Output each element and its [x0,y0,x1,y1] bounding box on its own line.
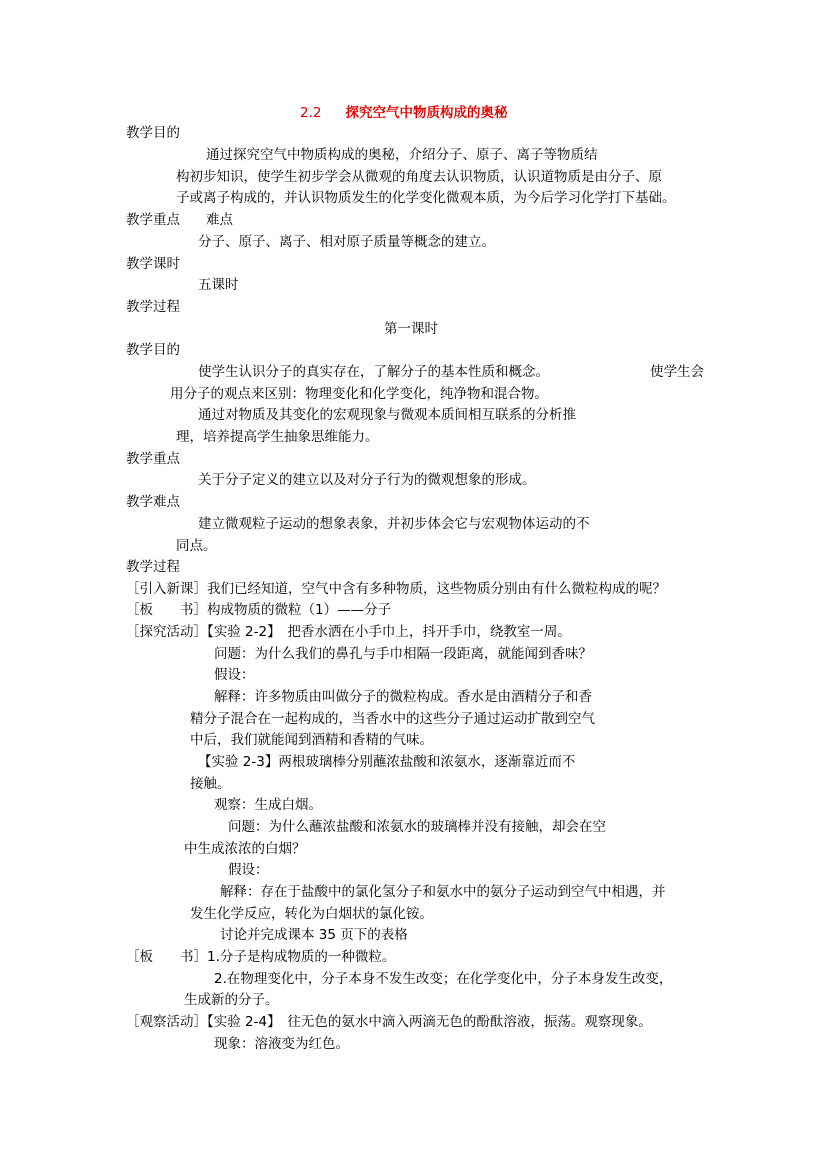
paragraph-line: 中后，我们就能闻到酒精和香精的气味。 [190,732,433,748]
paragraph-line: 五课时 [198,277,239,293]
paragraph-line: 子或离子构成的，并认识物质发生的化学变化微观本质，为今后学习化学打下基础。 [176,190,676,206]
title-text: 探究空气中物质构成的奥秘 [345,105,508,121]
paragraph-line: 使学生认识分子的真实存在，了解分子的基本性质和概念。 [198,364,549,380]
paragraph-line: 发生化学反应，转化为白烟状的氯化铵。 [190,906,433,922]
paragraph-line: 通过探究空气中物质构成的奥秘，介绍分子、原子、离子等物质结 [206,147,598,163]
paragraph-line: ［板 书］构成物质的微粒（1）——分子 [126,602,392,618]
paragraph-line: 解释：存在于盐酸中的氯化氢分子和氨水中的氨分子运动到空气中相遇，并 [220,884,666,900]
paragraph-line: 建立微观粒子运动的想象表象，并初步体会它与宏观物体运动的不 [198,516,590,532]
paragraph-line: 现象：溶液变为红色。 [214,1036,349,1052]
paragraph-line: 问题：为什么我们的鼻孔与手巾相隔一段距离，就能闻到香味？ [214,646,592,662]
paragraph-line: ［板 书］1.分子是构成物质的一种微粒。 [126,949,396,965]
paragraph-line: 用分子的观点来区别：物理变化和化学变化，纯净物和混合物。 [170,386,548,402]
heading-teaching-goal: 教学目的 [126,342,180,358]
paragraph-line: 使学生会 [650,364,704,380]
paragraph-line: ［观察活动］【实验 2-4】 往无色的氨水中滴入两滴无色的酚酞溶液，振荡。观察现象。 [126,1014,652,1030]
heading-teaching-goal: 教学目的 [126,125,180,141]
paragraph-line: 【实验 2-3】两根玻璃棒分别蘸浓盐酸和浓氨水，逐渐靠近而不 [198,754,576,770]
document-title [300,104,507,122]
paragraph-line: 接触。 [190,776,231,792]
heading-teaching-process: 教学过程 [126,299,180,315]
title-number: 2.2 [300,105,322,121]
paragraph-line: 中生成浓浓的白烟？ [184,841,306,857]
heading-difficulties: 难点 [206,212,233,228]
paragraph-line: 理，培养提高学生抽象思维能力。 [176,429,379,445]
paragraph-line: 问题：为什么蘸浓盐酸和浓氨水的玻璃棒并没有接触，却会在空 [228,819,606,835]
paragraph-line: ［引入新课］我们已经知道，空气中含有多种物质，这些物质分别由有什么微粒构成的呢？ [126,581,666,597]
lesson-heading: 第一课时 [384,321,438,337]
paragraph-line: 讨论并完成课本 35 页下的表格 [220,927,408,943]
paragraph-line: 生成新的分子。 [184,992,279,1008]
paragraph-line: 同点。 [176,538,217,554]
paragraph-line: 分子、原子、离子、相对原子质量等概念的建立。 [198,234,495,250]
paragraph-line: 关于分子定义的建立以及对分子行为的微观想象的形成。 [198,472,536,488]
paragraph-line: 2.在物理变化中，分子本身不发生改变；在化学变化中，分子本身发生改变， [214,971,673,987]
paragraph-line: 观察：生成白烟。 [214,797,322,813]
paragraph-line: 假设： [228,862,269,878]
heading-difficulties: 教学难点 [126,494,180,510]
paragraph-line: 构初步知识，使学生初步学会从微观的角度去认识物质，认识道物质是由分子、原 [176,169,662,185]
heading-class-hours: 教学课时 [126,256,180,272]
paragraph-line: 通过对物质及其变化的宏观现象与微观本质间相互联系的分析推 [198,407,576,423]
paragraph-line: 解释：许多物质由叫做分子的微粒构成。香水是由酒精分子和香 [214,689,592,705]
heading-key-points: 教学重点 [126,212,180,228]
heading-key-points: 教学重点 [126,451,180,467]
paragraph-line: 精分子混合在一起构成的，当香水中的这些分子通过运动扩散到空气 [190,711,595,727]
paragraph-line: ［探究活动］【实验 2-2】 把香水洒在小手巾上，抖开手巾，绕教室一周。 [126,624,571,640]
heading-teaching-process: 教学过程 [126,559,180,575]
paragraph-line: 假设： [214,667,255,683]
